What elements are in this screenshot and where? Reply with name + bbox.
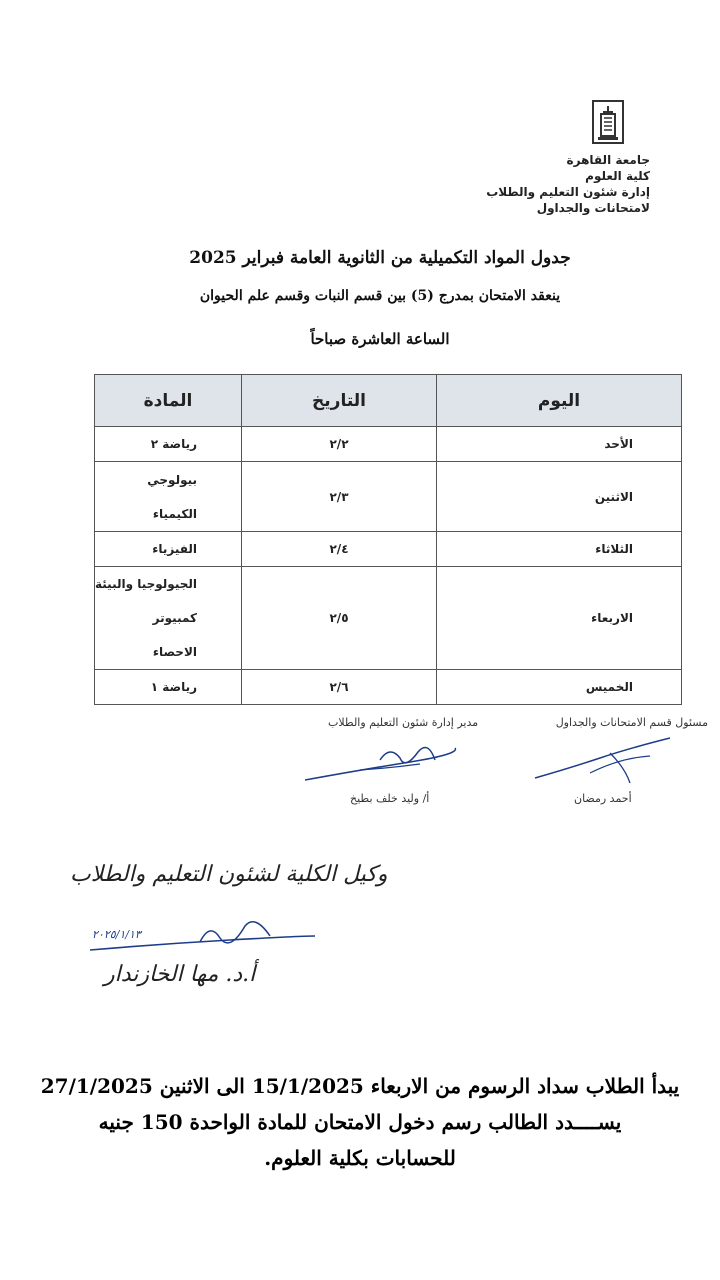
signature-left-scribble-icon — [530, 728, 680, 788]
cell-date: ٢/٢ — [242, 427, 437, 462]
cell-subject — [95, 427, 242, 462]
org-header — [450, 152, 650, 216]
cell-subject — [95, 567, 242, 670]
header-day: اليوم — [437, 375, 682, 427]
subject-item: الكيمياء — [152, 506, 197, 521]
table-row — [95, 462, 682, 532]
subject-item: الفيزياء — [152, 542, 197, 556]
exam-schedule-table — [94, 374, 682, 705]
sig-left-title: مسئول قسم الامتحانات والجداول — [555, 716, 708, 729]
cell-date: ٢/٣ — [242, 462, 437, 532]
sig-right-title: مدير إدارة شئون التعليم والطلاب — [328, 716, 479, 729]
table-row — [95, 532, 682, 567]
notice-line-2: يســــدد الطالب رسم دخول الامتحان للمادة الواحدة 150 جنيه — [98, 1110, 622, 1134]
university-logo-icon — [592, 100, 624, 144]
table-row — [95, 670, 682, 705]
dean-name: أ.د. مها الخازندار — [104, 962, 256, 987]
subject-item: الاحصاء — [152, 645, 197, 659]
cell-date: ٢/٦ — [242, 670, 437, 705]
faculty-name: كلية العلوم — [585, 169, 650, 183]
notice-line-3: للحسابات بكلية العلوم. — [264, 1146, 456, 1170]
cell-date: ٢/٥ — [242, 567, 437, 670]
cell-date: ٢/٤ — [242, 532, 437, 567]
table-row — [95, 567, 682, 670]
sig-left-name: أحمد رمضان — [574, 792, 632, 805]
department-name: إدارة شئون التعليم والطلاب — [486, 185, 650, 199]
subject-item: بيولوجي — [147, 472, 197, 487]
notice-line-1: يبدأ الطلاب سداد الرسوم من الاربعاء 15/1/2025 الى الاثنين 27/1/2025 — [40, 1074, 680, 1098]
header-date: التاريخ — [242, 375, 437, 427]
section-name: لامتحانات والجداول — [536, 201, 650, 215]
cell-day: الخميس — [437, 670, 682, 705]
university-name: جامعة القاهرة — [566, 153, 650, 167]
dean-title: وكيل الكلية لشئون التعليم والطلاب — [70, 862, 388, 887]
subject-item: رياضة ١ — [150, 680, 197, 694]
document-title: جدول المواد التكميلية من الثانوية العامة فبراير 2025 — [189, 248, 571, 268]
subject-item: الجيولوجيا والبيئة — [95, 577, 197, 591]
signature-right-scribble-icon — [300, 740, 460, 790]
header-subject: المادة — [95, 375, 242, 427]
exam-time: الساعة العاشرة صباحاً — [310, 330, 450, 348]
cell-day: الثلاثاء — [437, 532, 682, 567]
table-header-row — [95, 375, 682, 427]
cell-day: الاثنين — [437, 462, 682, 532]
subject-item: رياضة ٢ — [150, 437, 197, 451]
cell-subject — [95, 462, 242, 532]
cell-subject — [95, 670, 242, 705]
sig-right-name: أ/ وليد خلف بطيخ — [350, 792, 430, 805]
subject-item: كمبيوتر — [152, 611, 197, 625]
cell-subject — [95, 532, 242, 567]
table-row — [95, 427, 682, 462]
cell-day: الأحد — [437, 427, 682, 462]
dean-signature-date: ٢٠٢٥/١/١٣ — [92, 928, 141, 941]
cell-day: الاربعاء — [437, 567, 682, 670]
exam-venue: ينعقد الامتحان بمدرج (5) بين قسم النبات وقسم علم الحيوان — [199, 288, 561, 304]
